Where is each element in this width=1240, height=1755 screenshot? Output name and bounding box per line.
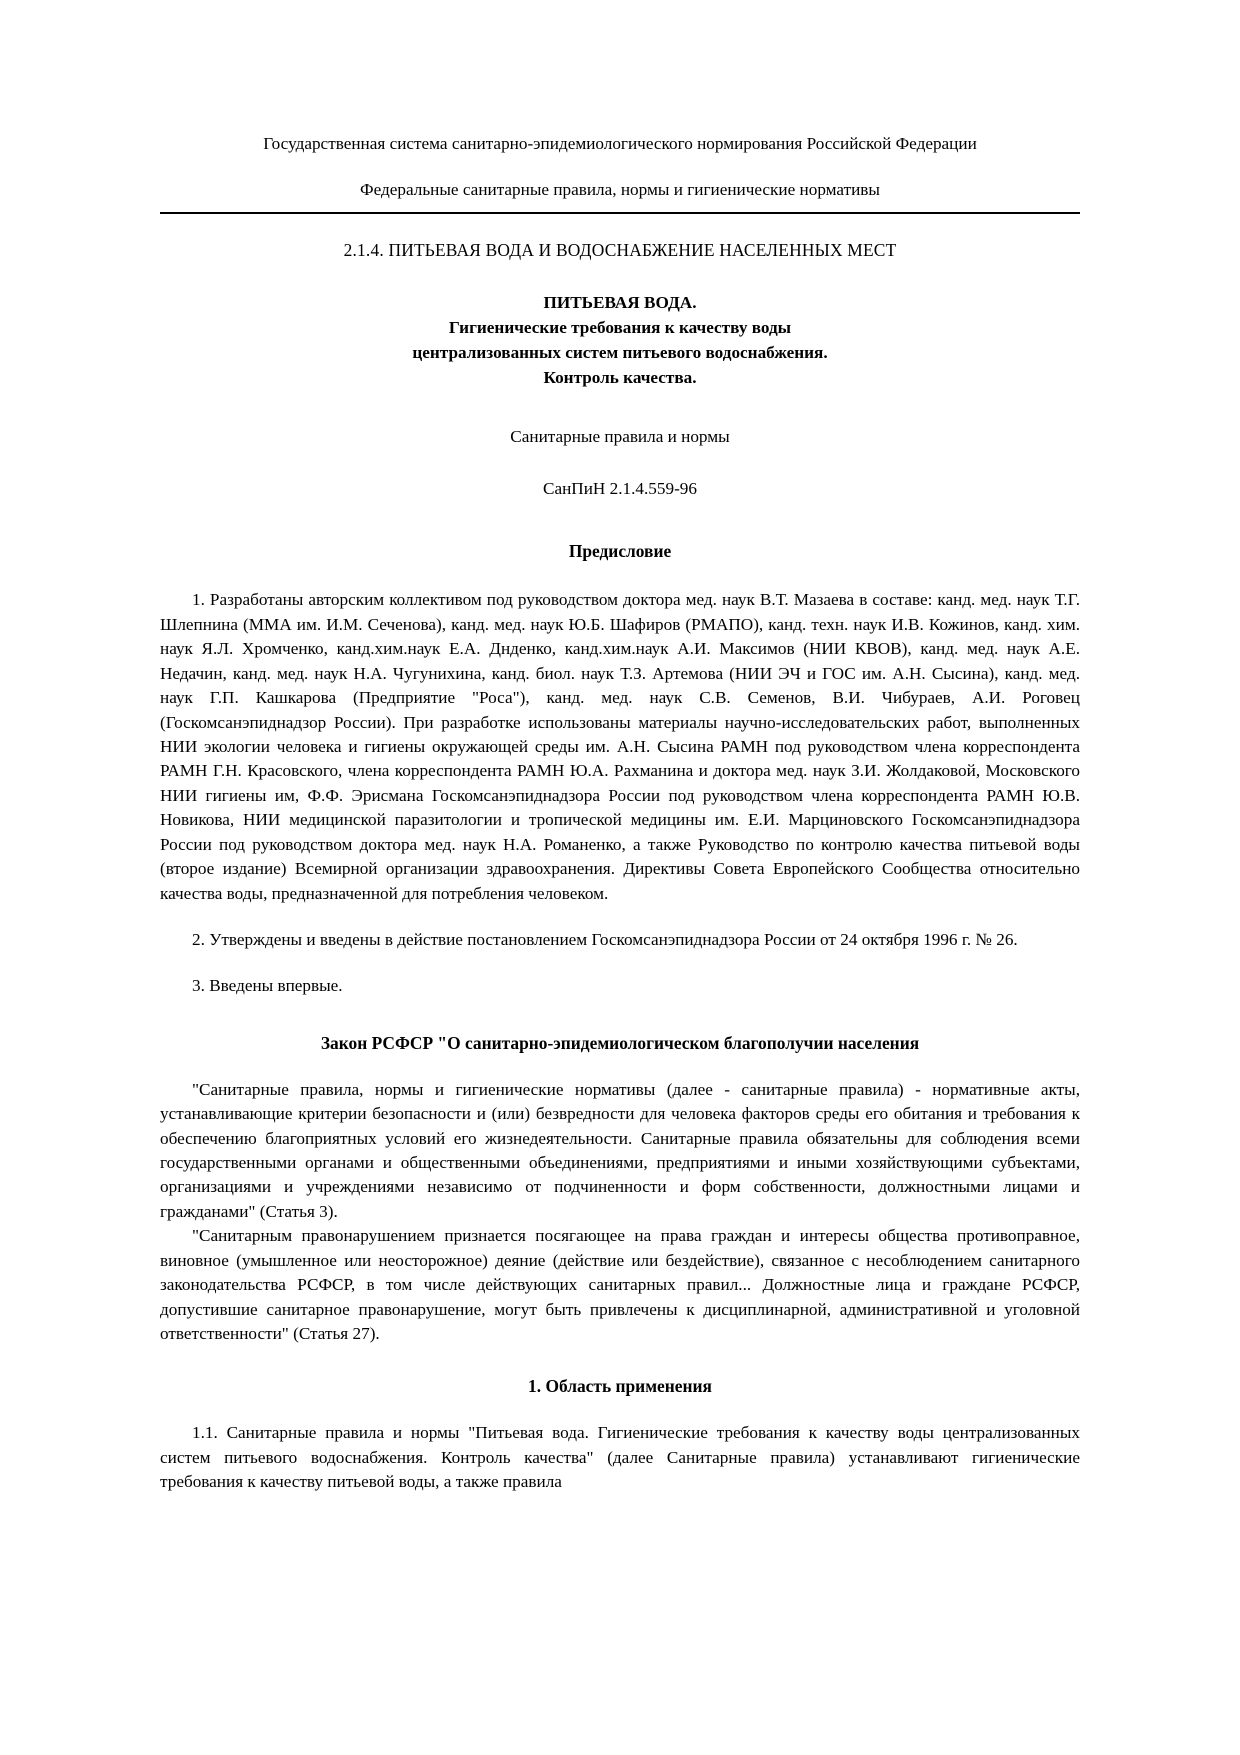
header-divider <box>160 212 1080 214</box>
law-paragraph-1: "Санитарные правила, нормы и гигиенические нормативы (далее - санитарные правила) - нормативные акты, устанавливающие критерии безопасности и (или) безвредности для человека факторов среды его обитания и требования к обеспечению благоприятных условий его жизнедеятельности. Санитарные правила обязательны для соблюдения всеми государственными органами и общественными объединениями, предприятиями и иными хозяйствующими субъектами, организациями и учреждениями независимо от подчиненности и форм собственности, должностными лицами и гражданами" (Статья 3). <box>160 1079 1080 1221</box>
scope-paragraph-1: 1.1. Санитарные правила и нормы "Питьевая вода. Гигиенические требования к качеству воды централизованных систем питьевого водоснабжения. Контроль качества" (далее Санитарные правила) устанавливают гигиенические требования к качеству питьевой воды, а также правила <box>160 1423 1080 1492</box>
header-system-line: Государственная система санитарно-эпидемиологического нормирования Российской Федерации <box>263 134 977 153</box>
scope-heading: 1. Область применения <box>528 1376 712 1397</box>
law-heading: Закон РСФСР "О санитарно-эпидемиологическом благополучии населения <box>320 1032 920 1053</box>
section-number-title: 2.1.4. ПИТЬЕВАЯ ВОДА И ВОДОСНАБЖЕНИЕ НАСЕЛЕННЫХ МЕСТ <box>343 239 897 260</box>
document-title-line-2: Гигиенические требования к качеству воды <box>448 317 792 337</box>
document-title-line-1: ПИТЬЕВАЯ ВОДА. <box>543 292 697 312</box>
document-title-line-3: централизованных систем питьевого водоснабжения. <box>412 342 828 362</box>
preface-paragraph-2: 2. Утверждены и введены в действие постановлением Госкомсанэпиднадзора России от 24 октября 1996 г. № 26. <box>192 929 1018 949</box>
preface-body <box>160 588 1080 998</box>
preface-heading: Предисловие <box>568 541 672 562</box>
document-header <box>160 132 1080 203</box>
preface-paragraph-1: 1. Разработаны авторским коллективом под руководством доктора мед. наук В.Т. Мазаева в составе: канд. мед. наук Т.Г. Шлепнина (ММА им. И.М. Сеченова), канд. мед. наук Ю.Б. Шафиров (РМАПО), канд. техн. наук И.В. Кожинов, канд. хим. наук Я.Л. Хромченко, канд.хим.наук Е.А. Днденко, канд.хим.наук А.И. Максимов (НИИ КВОВ), канд. мед. наук А.Е. Недачин, канд. мед. наук Н.А. Чугунихина, канд. биол. наук Т.З. Артемова (НИИ ЭЧ и ГОС им. А.Н. Сысина), канд. мед. наук Г.П. Кашкарова (Предприятие "Роса"), канд. мед. наук С.В. Семенов, В.И. Чибураев, А.И. Роговец (Госкомсанэпиднадзор России). При разработке использованы материалы научно-исследовательских работ, выполненных НИИ экологии человека и гигиены окружающей среды им. А.Н. Сысина РАМН под руководством члена корреспондента РАМН Г.Н. Красовского, члена корреспондента РАМН Ю.А. Рахманина и доктора мед. наук З.И. Жолдаковой, Московского НИИ гигиены им, Ф.Ф. Эрисмана Госкомсанэпиднадзора России под руководством члена корреспондента РАМН Ю.В. Новикова, НИИ медицинской паразитологии и тропической медицины им. Е.И. Марциновского Госкомсанэпиднадзора России под руководством доктора мед. наук Н.А. Романенко, а также Руководство по контролю качества питьевой воды (второе издание) Всемирной организации здравоохранения. Директивы Совета Европейского Сообщества относительно качества воды, предназначенной для потребления человеком. <box>160 590 1080 903</box>
preface-paragraph-3: 3. Введены впервые. <box>192 976 343 996</box>
header-rules-line: Федеральные санитарные правила, нормы и гигиенические нормативы <box>360 180 880 200</box>
law-body <box>160 1078 1080 1347</box>
law-paragraph-2: "Санитарным правонарушением признается посягающее на права граждан и интересы общества противоправное, виновное (умышленное или неосторожное) деяние (действие или бездействие), связанное с несоблюдением санитарного законодательства РСФСР, в том числе действующих санитарных правил... Должностные лица и граждане РСФСР, допустившие санитарное правонарушение, могут быть привлечены к дисциплинарной, административной и уголовной ответственности" (Статья 27). <box>160 1226 1080 1343</box>
document-title-line-4: Контроль качества. <box>543 367 697 387</box>
scope-body <box>160 1421 1080 1494</box>
document-code: СанПиН 2.1.4.559-96 <box>543 479 697 499</box>
document-subtitle: Санитарные правила и нормы <box>510 426 730 446</box>
